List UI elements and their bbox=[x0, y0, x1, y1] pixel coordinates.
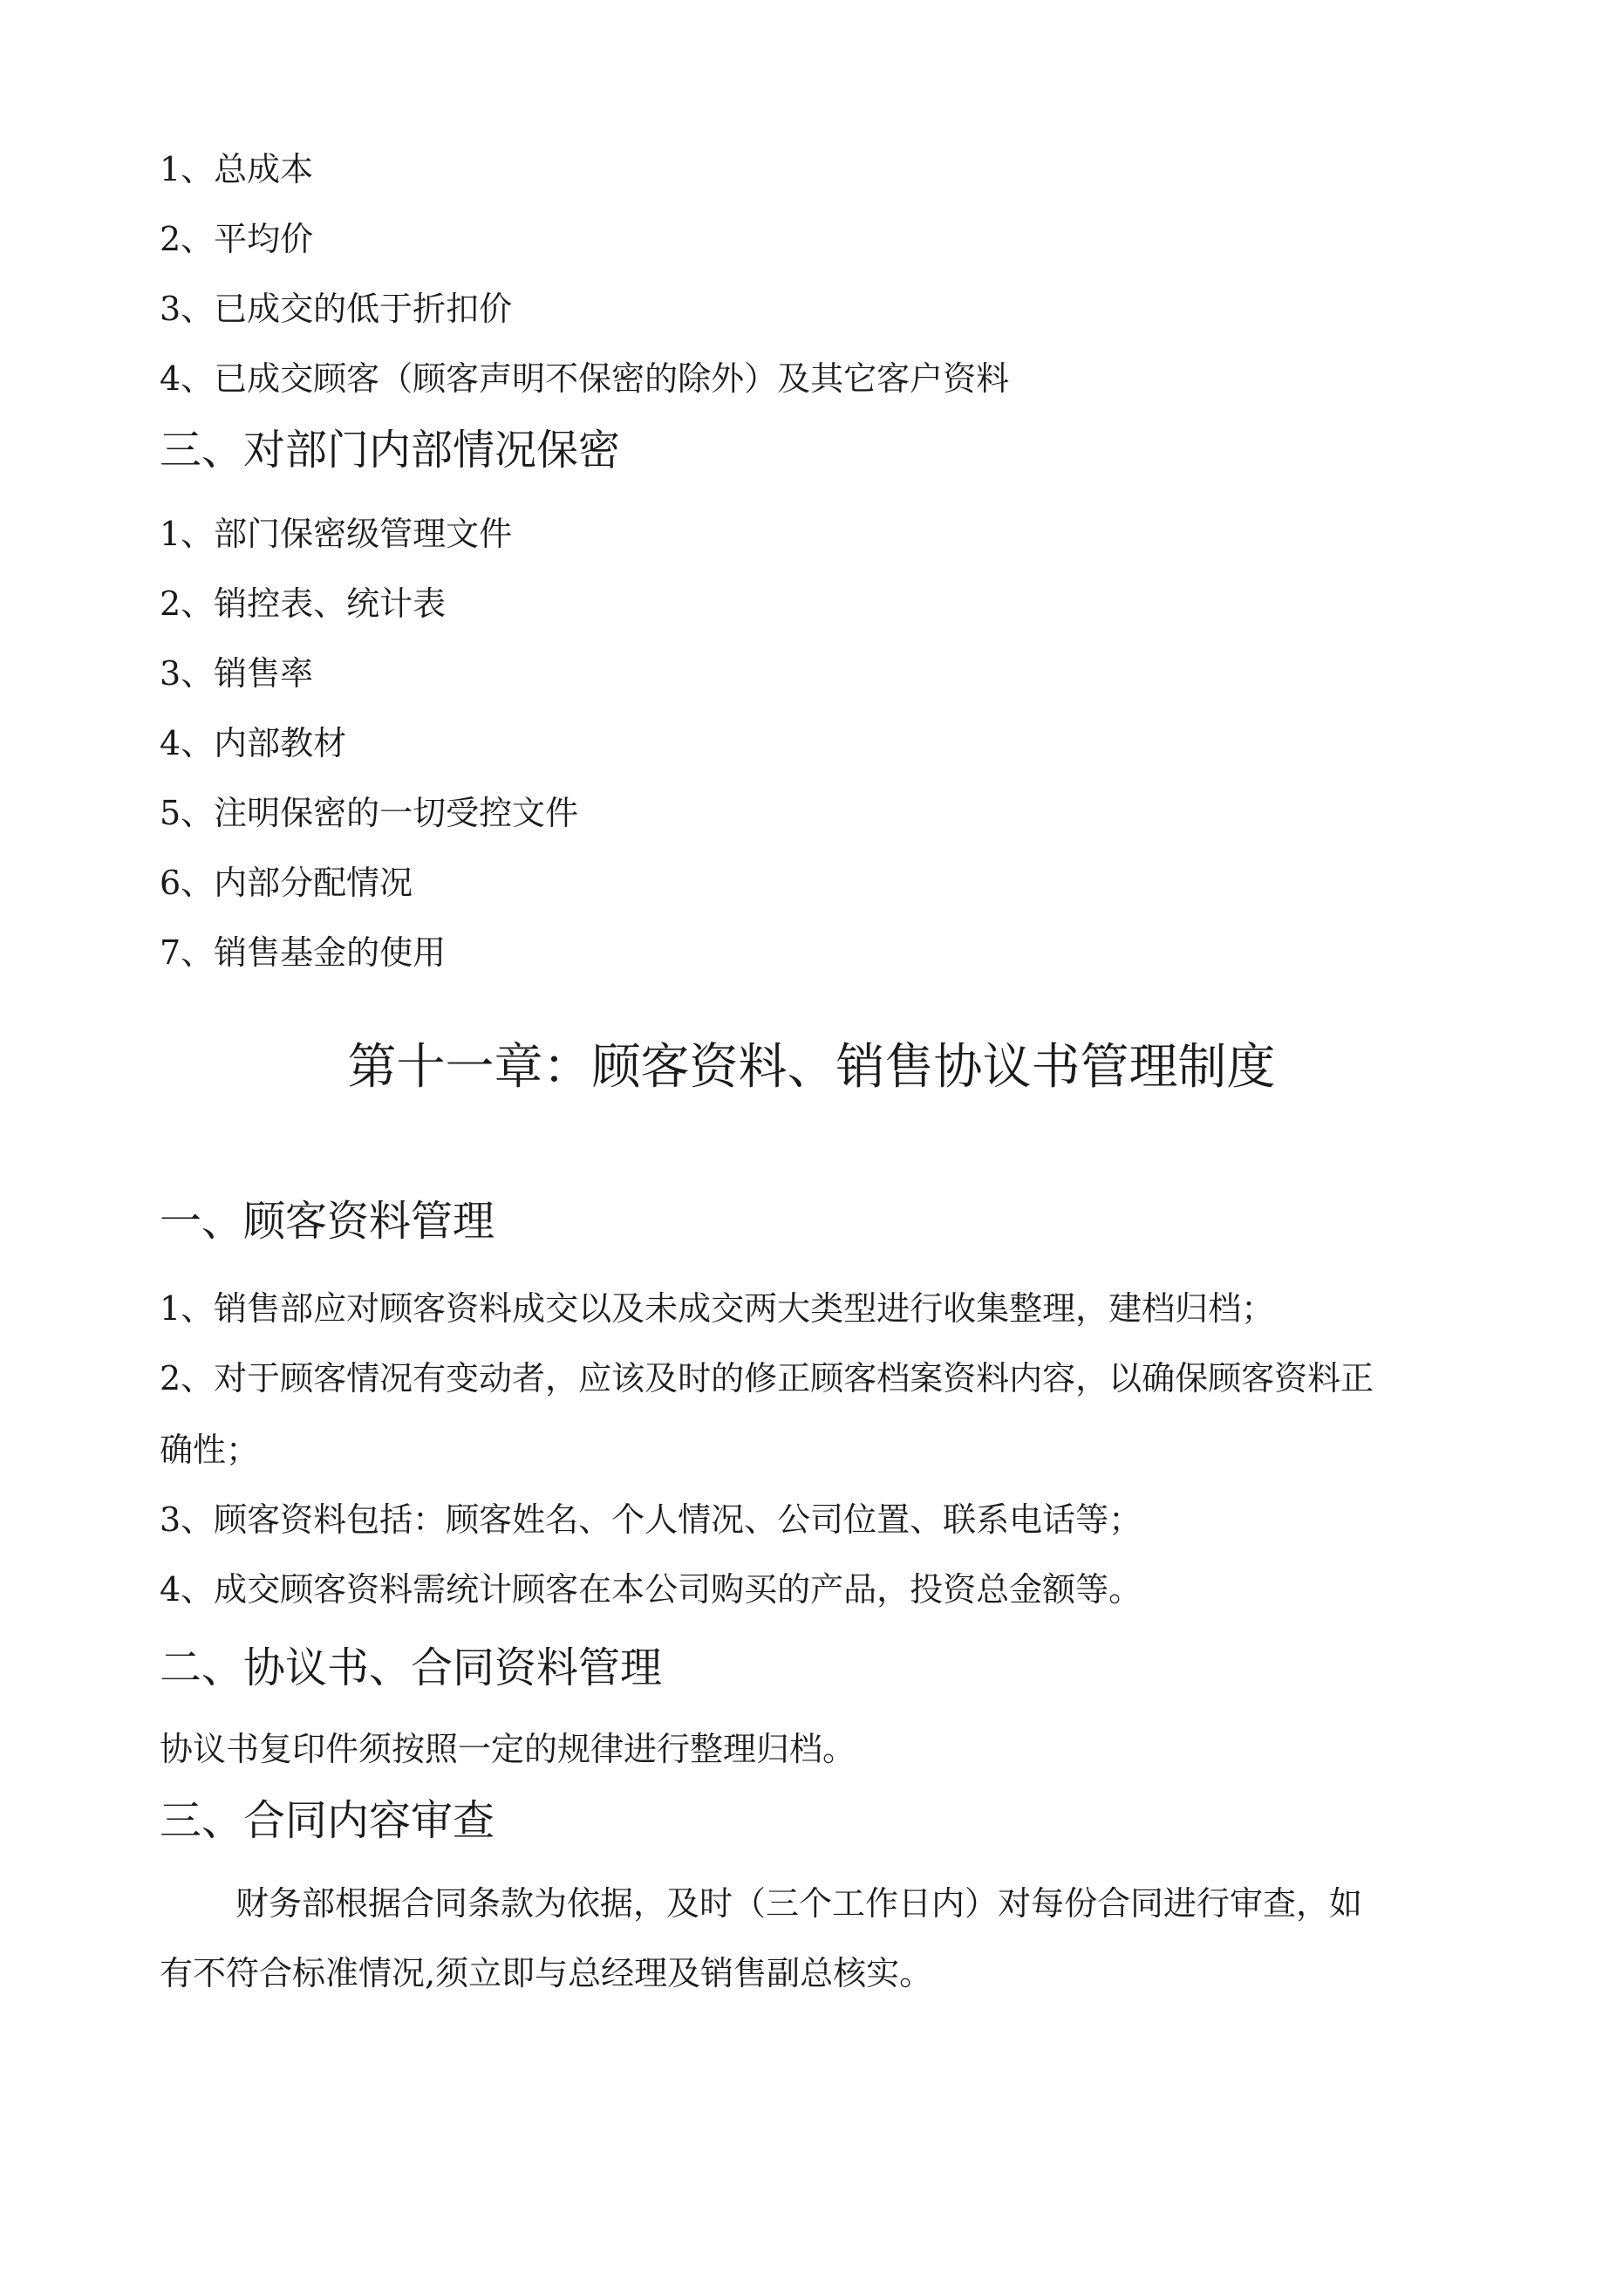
list-item: 2、销控表、统计表 bbox=[160, 584, 447, 623]
section-heading: 二、协议书、合同资料管理 bbox=[160, 1643, 663, 1692]
list-item: 1、部门保密级管理文件 bbox=[160, 515, 513, 553]
paragraph: 3、顾客资料包括：顾客姓名、个人情况、公司位置、联系电话等； bbox=[160, 1500, 1142, 1539]
section-heading: 三、对部门内部情况保密 bbox=[160, 426, 621, 475]
section-heading: 三、合同内容审查 bbox=[160, 1796, 495, 1845]
paragraph: 确性； bbox=[160, 1431, 260, 1469]
list-item: 2、平均价 bbox=[160, 220, 314, 258]
list-item: 3、销售率 bbox=[160, 654, 314, 693]
list-item: 5、注明保密的一切受控文件 bbox=[160, 794, 579, 832]
paragraph: 4、成交顾客资料需统计顾客在本公司购买的产品，投资总金额等。 bbox=[160, 1570, 1142, 1609]
paragraph: 协议书复印件须按照一定的规律进行整理归档。 bbox=[160, 1730, 856, 1768]
list-item: 1、总成本 bbox=[160, 150, 314, 188]
paragraph: 1、销售部应对顾客资料成交以及未成交两大类型进行收集整理，建档归档； bbox=[160, 1289, 1275, 1328]
section-heading: 一、顾客资料管理 bbox=[160, 1197, 495, 1246]
list-item: 7、销售基金的使用 bbox=[160, 933, 447, 972]
paragraph: 财务部根据合同条款为依据，及时（三个工作日内）对每份合同进行审查，如 bbox=[235, 1884, 1363, 1923]
paragraph: 2、对于顾客情况有变动者，应该及时的修正顾客档案资料内容，以确保顾客资料正 bbox=[160, 1359, 1374, 1397]
chapter-title: 第十一章：顾客资料、销售协议书管理制度 bbox=[347, 1039, 1276, 1096]
list-item: 4、已成交顾客（顾客声明不保密的除外）及其它客户资料 bbox=[160, 359, 1010, 398]
list-item: 6、内部分配情况 bbox=[160, 864, 413, 902]
list-item: 3、已成交的低于折扣价 bbox=[160, 290, 513, 328]
list-item: 4、内部教材 bbox=[160, 724, 347, 762]
paragraph: 有不符合标准情况,须立即与总经理及销售副总核实。 bbox=[160, 1954, 933, 1992]
